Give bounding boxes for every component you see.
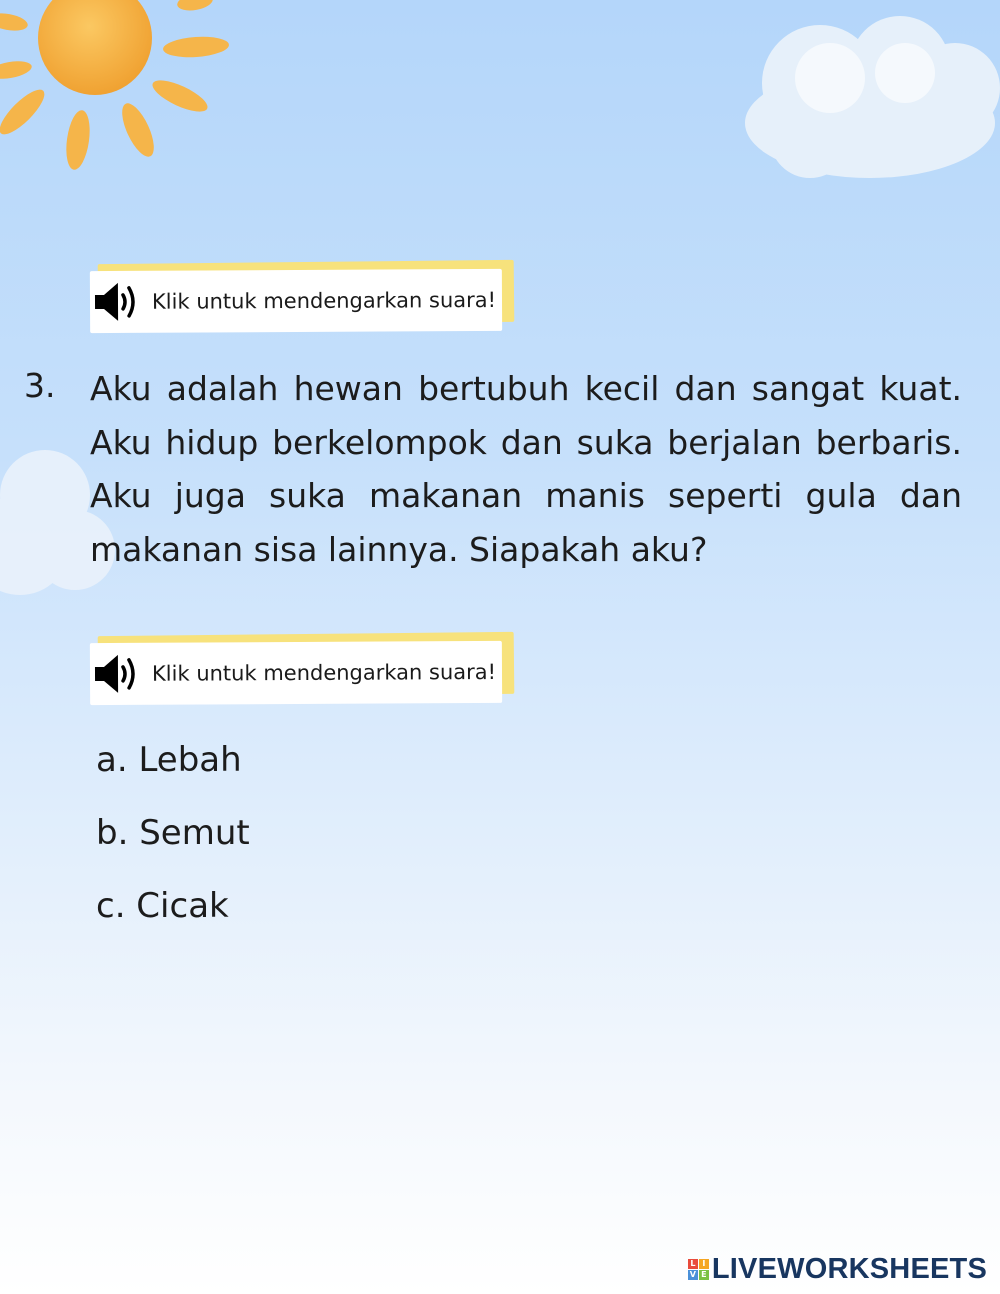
speaker-icon[interactable] — [92, 652, 140, 696]
liveworksheets-logo[interactable] — [688, 1253, 987, 1286]
audio-play-button[interactable] — [88, 634, 518, 708]
answer-option-b[interactable]: b. Semut — [96, 813, 250, 853]
audio-button-label: Klik untuk mendengarkan suara! — [151, 287, 497, 314]
audio-button-card[interactable] — [90, 641, 502, 705]
cloud-illustration — [740, 8, 1000, 183]
answer-option-c[interactable]: c. Cicak — [96, 886, 229, 926]
sun-illustration — [0, 0, 240, 180]
logo-mark: L I V E — [688, 1259, 709, 1280]
audio-play-button[interactable] — [88, 262, 518, 336]
question-text: Aku adalah hewan bertubuh kecil dan sangat kuat. Aku hidup berkelompok dan suka berjalan berbaris. Aku juga suka makanan manis seperti gula dan makanan sisa lainnya. Siapakah aku? — [90, 369, 962, 569]
logo-text: LIVEWORKSHEETS — [711, 1253, 987, 1285]
audio-button-card[interactable] — [90, 269, 502, 333]
audio-button-label: Klik untuk mendengarkan suara! — [151, 659, 497, 686]
speaker-icon[interactable] — [92, 280, 140, 324]
question-number: 3. — [24, 366, 56, 405]
answer-option-a[interactable]: a. Lebah — [96, 740, 242, 780]
